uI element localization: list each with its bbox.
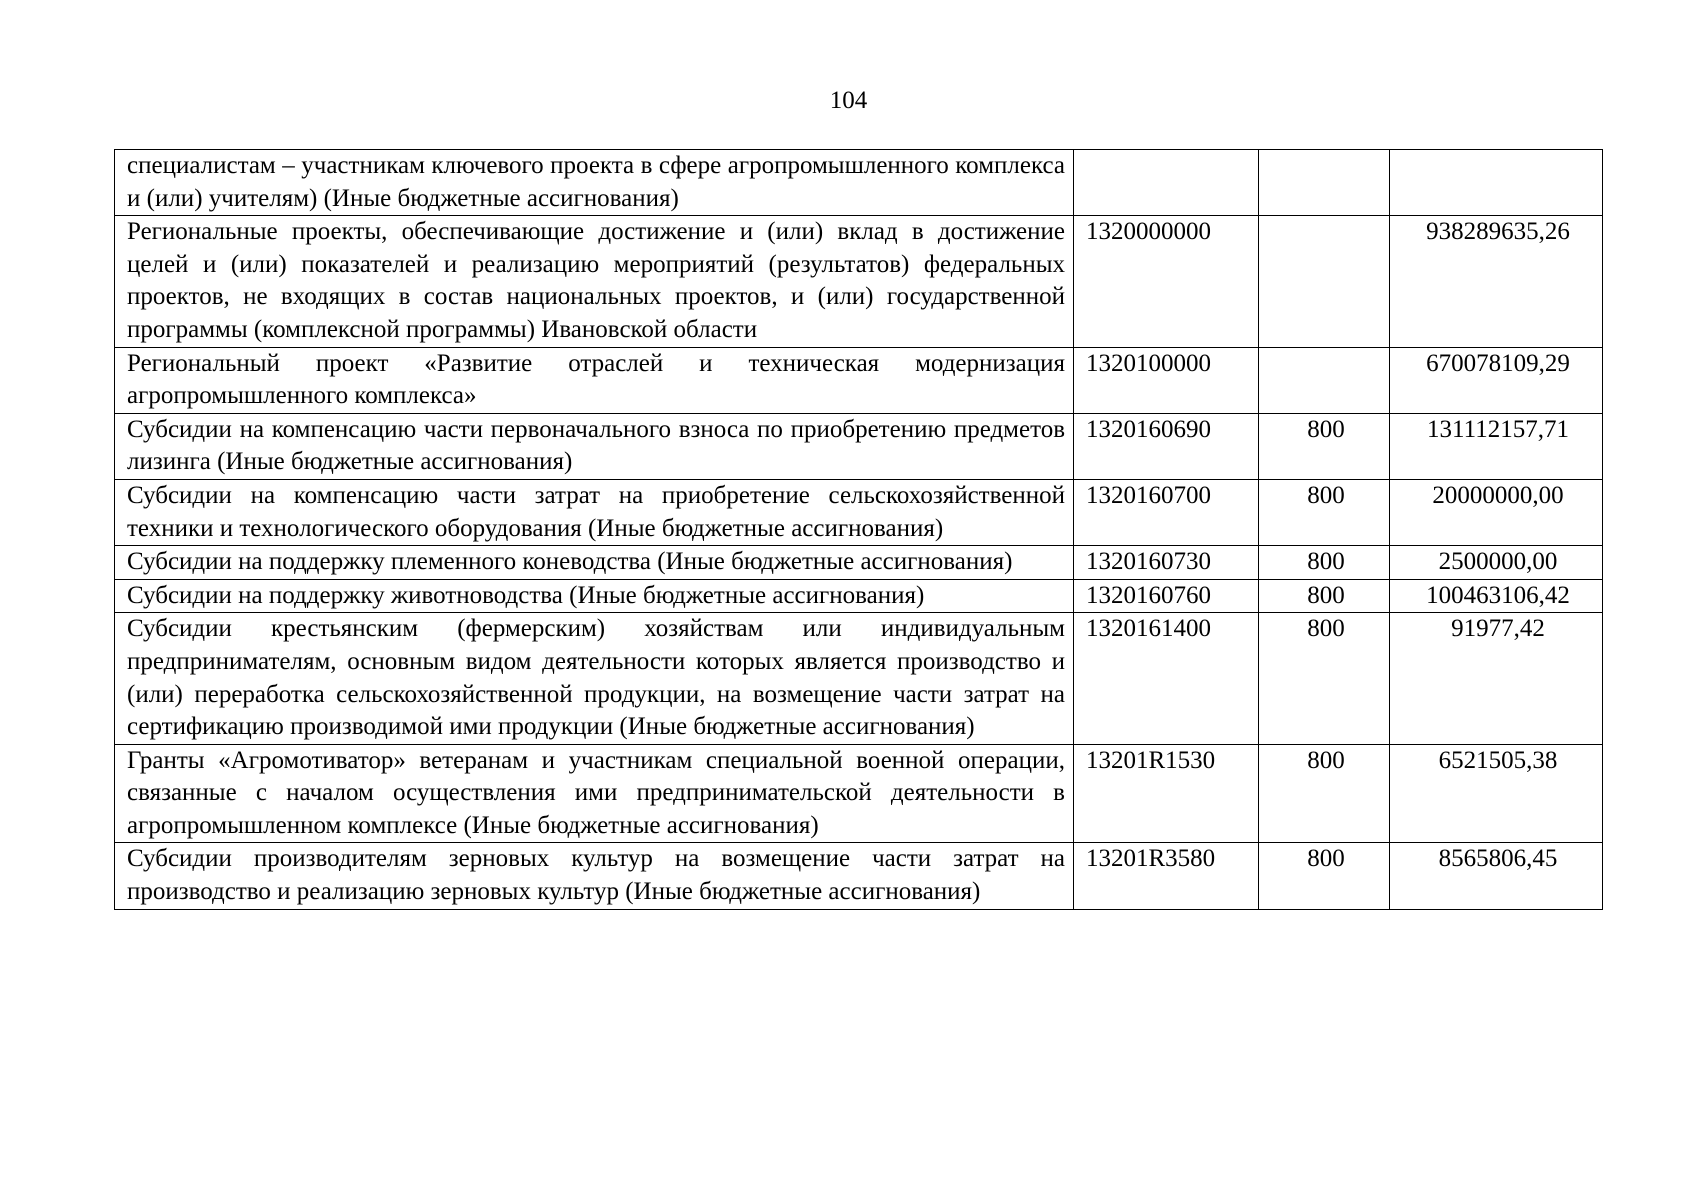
row-expense-type-cell	[1259, 150, 1390, 216]
row-expense-type-cell: 800	[1259, 579, 1390, 613]
row-name-cell: Субсидии крестьянским (фермерским) хозяйствам или индивидуальным предпринимателям, основным видом деятельности которых является производство и (или) переработка сельскохозяйственной продукции, на возмещение части затрат на сертификацию производимой ими продукции (Иные бюджетные ассигнования)	[115, 613, 1074, 744]
row-name-cell: Региональный проект «Развитие отраслей и техническая модернизация агропромышленного комплекса»	[115, 347, 1074, 413]
row-expense-type-cell: 800	[1259, 479, 1390, 545]
row-amount-cell	[1390, 150, 1603, 216]
row-expense-type-cell: 800	[1259, 744, 1390, 843]
row-amount-cell: 6521505,38	[1390, 744, 1603, 843]
table-row	[115, 546, 1603, 580]
table-row	[115, 579, 1603, 613]
table-row	[115, 150, 1603, 216]
row-amount-cell: 2500000,00	[1390, 546, 1603, 580]
row-amount-cell: 8565806,45	[1390, 843, 1603, 909]
row-expense-type-cell: 800	[1259, 413, 1390, 479]
row-amount-cell: 20000000,00	[1390, 479, 1603, 545]
row-target-code-cell: 1320161400	[1074, 613, 1259, 744]
budget-table	[114, 149, 1603, 910]
row-target-code-cell: 1320100000	[1074, 347, 1259, 413]
row-name-cell: Субсидии производителям зерновых культур на возмещение части затрат на производство и реализацию зерновых культур (Иные бюджетные ассигнования)	[115, 843, 1074, 909]
row-target-code-cell: 1320160700	[1074, 479, 1259, 545]
row-name-cell: Субсидии на компенсацию части первоначального взноса по приобретению предметов лизинга (Иные бюджетные ассигнования)	[115, 413, 1074, 479]
table-row	[115, 613, 1603, 744]
row-target-code-cell: 1320160760	[1074, 579, 1259, 613]
row-name-cell: специалистам – участникам ключевого проекта в сфере агропромышленного комплекса и (или) учителям) (Иные бюджетные ассигнования)	[115, 150, 1074, 216]
row-target-code-cell: 1320000000	[1074, 216, 1259, 347]
table-row	[115, 347, 1603, 413]
row-expense-type-cell	[1259, 347, 1390, 413]
table-row	[115, 843, 1603, 909]
row-expense-type-cell	[1259, 216, 1390, 347]
row-amount-cell: 100463106,42	[1390, 579, 1603, 613]
row-target-code-cell	[1074, 150, 1259, 216]
row-name-cell: Гранты «Агромотиватор» ветеранам и участникам специальной военной операции, связанные с началом осуществления ими предпринимательской деятельности в агропромышленном комплексе (Иные бюджетные ассигнования)	[115, 744, 1074, 843]
row-target-code-cell: 13201R1530	[1074, 744, 1259, 843]
row-target-code-cell: 1320160730	[1074, 546, 1259, 580]
table-row	[115, 413, 1603, 479]
row-name-cell: Субсидии на поддержку племенного коневодства (Иные бюджетные ассигнования)	[115, 546, 1074, 580]
table-row	[115, 479, 1603, 545]
row-name-cell: Субсидии на поддержку животноводства (Иные бюджетные ассигнования)	[115, 579, 1074, 613]
row-amount-cell: 938289635,26	[1390, 216, 1603, 347]
row-amount-cell: 91977,42	[1390, 613, 1603, 744]
row-amount-cell: 131112157,71	[1390, 413, 1603, 479]
table-row	[115, 744, 1603, 843]
row-amount-cell: 670078109,29	[1390, 347, 1603, 413]
row-target-code-cell: 1320160690	[1074, 413, 1259, 479]
row-name-cell: Субсидии на компенсацию части затрат на приобретение сельскохозяйственной техники и технологического оборудования (Иные бюджетные ассигнования)	[115, 479, 1074, 545]
row-expense-type-cell: 800	[1259, 613, 1390, 744]
row-expense-type-cell: 800	[1259, 843, 1390, 909]
row-name-cell: Региональные проекты, обеспечивающие достижение и (или) вклад в достижение целей и (или) показателей и реализацию мероприятий (результатов) федеральных проектов, не входящих в состав национальных проектов, и (или) государственной программы (комплексной программы) Ивановской области	[115, 216, 1074, 347]
page-number: 104	[829, 87, 868, 114]
row-expense-type-cell: 800	[1259, 546, 1390, 580]
table-row	[115, 216, 1603, 347]
row-target-code-cell: 13201R3580	[1074, 843, 1259, 909]
